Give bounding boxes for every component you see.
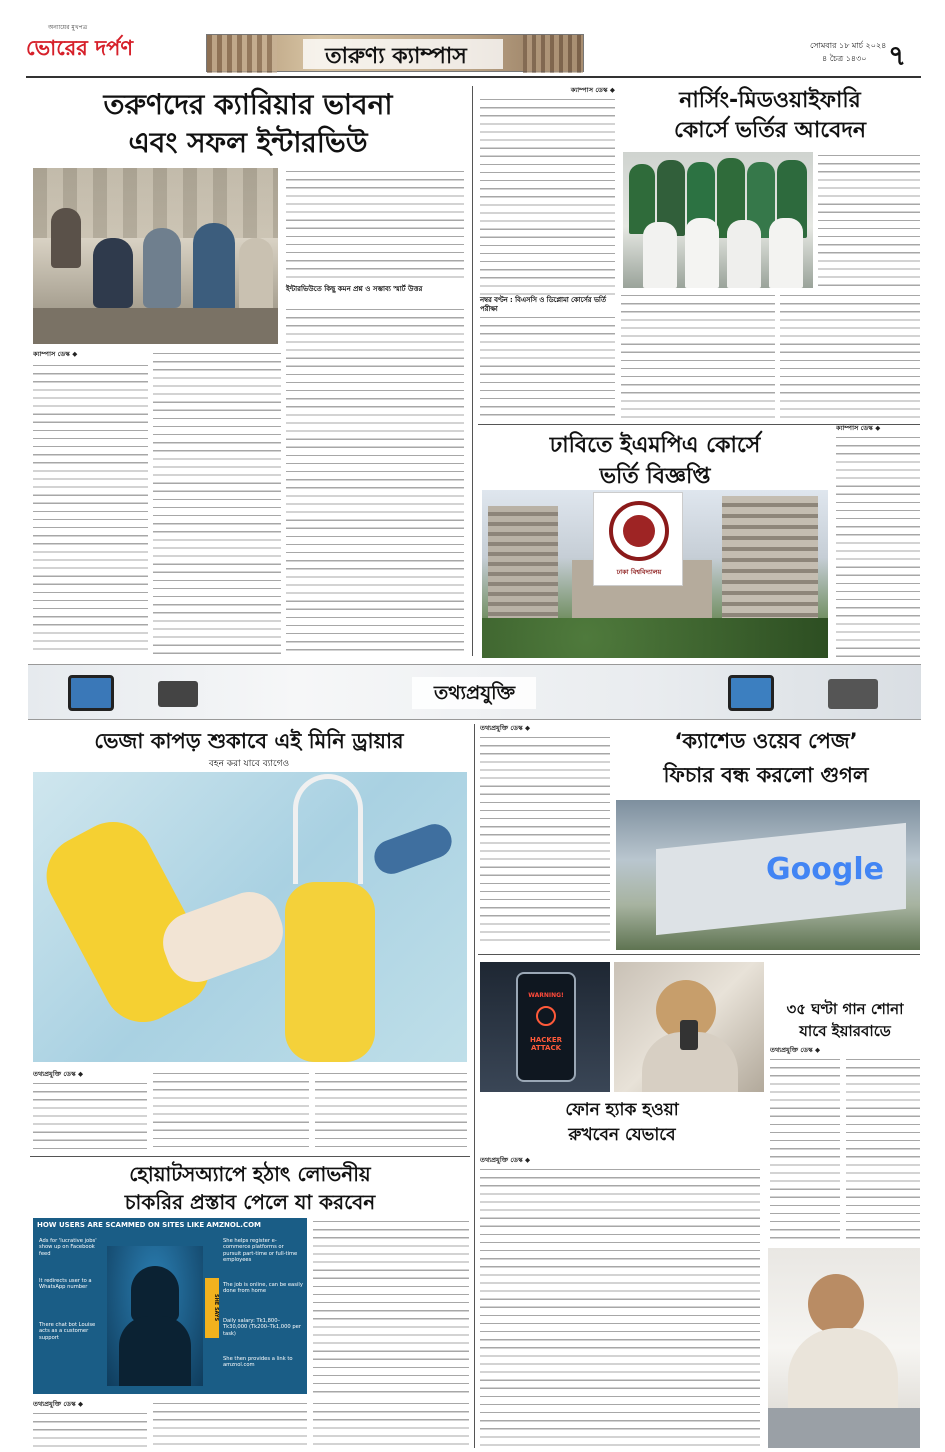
google-headline: ‘ক্যাশেড ওয়েব পেজ’ ফিচার বন্ধ করলো গুগল [663, 729, 869, 787]
scam-claim-salary: Daily salary: Tk1,800–Tk30,000 (Tk200–Tk1,000 per task) [223, 1318, 301, 1337]
logo-tagline: অন্যায়ের মুখপত্র [48, 24, 88, 31]
dhaka-headline: ঢাবিতে ইএমপিএ কোর্সে ভর্তি বিজ্ঞপ্তি [549, 433, 761, 489]
section-banner [206, 34, 584, 72]
scam-claim-register: She helps register e-commerce platforms or pursuit part-time or full-time employees [223, 1238, 298, 1264]
career-body-col1 [33, 362, 148, 656]
logo-wordmark: ভোরের দর্পণ [26, 36, 134, 60]
section-title: তারুণ্য ক্যাম্পাস [325, 44, 467, 69]
woman-phone-photo [614, 962, 764, 1092]
earbuds-body-col2 [846, 1056, 920, 1242]
earbuds-headline: ৩৫ ঘণ্টা গান শোনা যাবে ইয়ারবাডে [786, 1000, 904, 1040]
hooded-figure [107, 1246, 203, 1386]
nursing-text-mid [621, 292, 775, 420]
earbuds-woman-photo [768, 1248, 920, 1448]
dhaka-body [836, 434, 920, 658]
nursing-text-right [818, 152, 920, 288]
seal-caption: ঢাকা বিশ্ববিদ্যালয় [616, 568, 662, 576]
bengali-date-line: ৪ চৈত্র ১৪৩০ [822, 54, 867, 63]
dryer-body-col2 [153, 1070, 309, 1150]
career-intro-text [286, 168, 464, 282]
dhaka-university-seal [593, 492, 683, 586]
scam-claim-link: She then provides a link to amznol.com [223, 1356, 293, 1369]
scam-infographic [33, 1218, 307, 1394]
google-body [480, 734, 610, 944]
whatsapp-body-col1 [33, 1410, 147, 1448]
career-subhead: ইন্টারভিউতে কিছু কমন প্রশ্ন ও সম্ভাব্য স্মার্ট উত্তর [286, 285, 423, 293]
nursing-subhead: নম্বর বণ্টন : বিএসসি ও ডিপ্লোমা কোর্সের ভর্তি পরীক্ষা [480, 296, 606, 313]
nursing-headline: নার্সিং-মিডওয়াইফারি কোর্সে ভর্তির আবেদন [673, 88, 867, 143]
hack-headline: ফোন হ্যাক হওয়া রুখবেন যেভাবে [565, 1100, 679, 1145]
whatsapp-body-col3 [313, 1400, 469, 1448]
dryer-byline: তথ্যপ্রযুক্তি ডেস্ক ◆ [33, 1070, 84, 1078]
tech-section-title: তথ্যপ্রযুক্তি [433, 682, 516, 704]
dhaka-byline: ক্যাম্পাস ডেস্ক ◆ [836, 424, 881, 432]
scam-claim-online: The job is online, can be easily done from home [223, 1282, 303, 1295]
phone-alert-text: HACKER ATTACK [529, 1036, 562, 1052]
scam-badge: SHE SAYS [205, 1278, 219, 1338]
whatsapp-byline: তথ্যপ্রযুক্তি ডেস্ক ◆ [33, 1400, 84, 1408]
hack-photo [480, 962, 610, 1092]
google-byline: তথ্যপ্রযুক্তি ডেস্ক ◆ [480, 724, 531, 732]
nursing-byline: ক্যাম্পাস ডেস্ক ◆ [570, 86, 615, 94]
scam-step-ads: Ads for 'lucrative jobs' show up on Facebook feed [39, 1238, 97, 1257]
dryer-photo [33, 772, 467, 1062]
career-photo [33, 168, 278, 344]
whatsapp-headline: হোয়াটসঅ্যাপে হঠাৎ লোভনীয় চাকরির প্রস্তাব পেলে যা করবেন [124, 1162, 376, 1214]
dryer-body-col3 [315, 1070, 467, 1150]
career-headline: তরুণদের ক্যারিয়ার ভাবনা এবং সফল ইন্টারভিউ [103, 88, 393, 159]
career-body-col2 [153, 350, 281, 656]
masthead [0, 0, 945, 82]
google-logo-text: Google [766, 852, 884, 887]
whatsapp-body-right [313, 1218, 469, 1394]
tech-section-banner [28, 664, 921, 720]
page-number: ৭ [888, 39, 907, 72]
scam-title: HOW USERS ARE SCAMMED ON SITES LIKE AMZNOL.COM [37, 1221, 262, 1229]
phone-warning-text: WARNING! [528, 992, 564, 999]
google-sign-photo [616, 800, 920, 950]
hack-byline: তথ্যপ্রযুক্তি ডেস্ক ◆ [480, 1156, 531, 1164]
nursing-text-bottom [480, 314, 615, 420]
earbuds-body-col1 [770, 1056, 840, 1242]
whatsapp-body-col2 [153, 1400, 307, 1448]
hack-body [480, 1166, 760, 1448]
dryer-body-col1 [33, 1080, 147, 1150]
earbuds-byline: তথ্যপ্রযুক্তি ডেস্ক ◆ [770, 1046, 821, 1054]
dryer-headline: ভেজা কাপড় শুকাবে এই মিনি ড্রায়ার বহন করা যাবে ব্যাগেও [94, 729, 404, 769]
nursing-photo [623, 152, 813, 288]
career-byline: ক্যাম্পাস ডেস্ক ◆ [33, 350, 78, 358]
career-qa-text [286, 306, 464, 656]
date-line: সোমবার ১৮ মার্চ ২০২৪ [810, 41, 887, 50]
scam-step-chatbot: There chat bot Louise acts as a customer support [39, 1322, 96, 1341]
newspaper-logo [26, 20, 176, 66]
nursing-text-end [780, 292, 920, 420]
scam-step-whatsapp: It redirects user to a WhatsApp number [39, 1278, 92, 1291]
nursing-text-top [480, 96, 615, 296]
